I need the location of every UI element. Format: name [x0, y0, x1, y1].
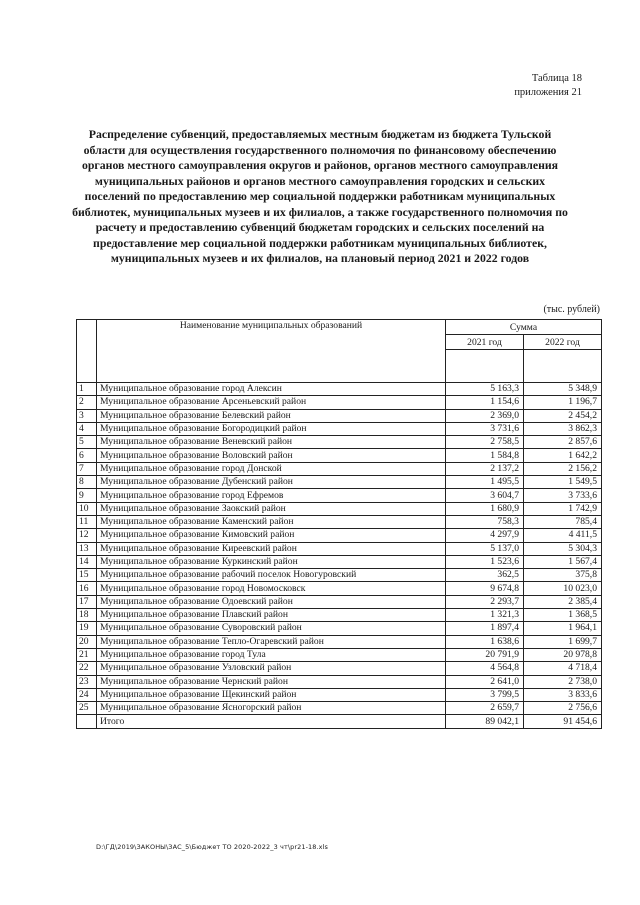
- amount-2022: 1 699,7: [523, 635, 601, 648]
- amount-2021: 4 564,8: [445, 662, 523, 675]
- amount-2021: 3 799,5: [445, 688, 523, 701]
- row-number: 2: [77, 396, 97, 409]
- row-number: 18: [77, 609, 97, 622]
- amount-2021: 1 638,6: [445, 635, 523, 648]
- amount-2022: 375,8: [523, 569, 601, 582]
- municipality-name: Муниципальное образование Плавский район: [97, 609, 446, 622]
- amount-2022: 10 023,0: [523, 582, 601, 595]
- municipality-name: Муниципальное образование Киреевский район: [97, 542, 446, 555]
- table-row: [77, 662, 602, 675]
- row-number: 19: [77, 622, 97, 635]
- table-row: [77, 515, 602, 528]
- row-number: 21: [77, 648, 97, 661]
- table-body: [77, 383, 602, 729]
- amount-2021: 362,5: [445, 569, 523, 582]
- amount-2022: 1 368,5: [523, 609, 601, 622]
- amount-2022: 3 733,6: [523, 489, 601, 502]
- row-number: 3: [77, 409, 97, 422]
- total-2022: 91 454,6: [523, 715, 601, 728]
- municipality-name: Муниципальное образование город Ефремов: [97, 489, 446, 502]
- municipality-name: Муниципальное образование Белевский район: [97, 409, 446, 422]
- table-row: [77, 622, 602, 635]
- amount-2022: 5 348,9: [523, 383, 601, 396]
- row-number: 22: [77, 662, 97, 675]
- row-number: 10: [77, 502, 97, 515]
- amount-2022: 785,4: [523, 515, 601, 528]
- amount-2022: 1 196,7: [523, 396, 601, 409]
- row-number: 5: [77, 436, 97, 449]
- units-label: (тыс. рублей): [543, 304, 600, 315]
- table-row: [77, 502, 602, 515]
- table-row: [77, 595, 602, 608]
- amount-2022: 2 738,0: [523, 675, 601, 688]
- table-reference: [514, 72, 582, 100]
- amount-2021: 1 321,3: [445, 609, 523, 622]
- municipality-name: Муниципальное образование Чернский район: [97, 675, 446, 688]
- amount-2021: 1 680,9: [445, 502, 523, 515]
- amount-2021: 1 495,5: [445, 476, 523, 489]
- table-row: [77, 635, 602, 648]
- total-number: [77, 715, 97, 728]
- table-row: [77, 582, 602, 595]
- municipality-name: Муниципальное образование Богородицкий район: [97, 422, 446, 435]
- amount-2022: 1 567,4: [523, 555, 601, 568]
- municipality-name: Муниципальное образование Арсеньевский район: [97, 396, 446, 409]
- table-row: [77, 489, 602, 502]
- table-number: Таблица 18: [531, 73, 582, 84]
- table-row: [77, 409, 602, 422]
- year-2021-header: 2021 год: [445, 335, 523, 350]
- total-row: [77, 715, 602, 728]
- total-2021: 89 042,1: [445, 715, 523, 728]
- row-number: 24: [77, 688, 97, 701]
- amount-2022: 2 756,6: [523, 702, 601, 715]
- municipality-name: Муниципальное образование Щекинский район: [97, 688, 446, 701]
- municipality-name: Муниципальное образование Каменский район: [97, 515, 446, 528]
- municipality-name: Муниципальное образование Веневский район: [97, 436, 446, 449]
- row-number: 4: [77, 422, 97, 435]
- row-number: 13: [77, 542, 97, 555]
- amount-2021: 4 297,9: [445, 529, 523, 542]
- amount-2021: 3 604,7: [445, 489, 523, 502]
- municipality-name: Муниципальное образование Куркинский район: [97, 555, 446, 568]
- row-number: 7: [77, 462, 97, 475]
- row-number: 9: [77, 489, 97, 502]
- number-header: [77, 320, 97, 383]
- amount-2021: 5 163,3: [445, 383, 523, 396]
- row-number: 14: [77, 555, 97, 568]
- amount-2021: 20 791,9: [445, 648, 523, 661]
- amount-2022: 3 862,3: [523, 422, 601, 435]
- municipality-name: Муниципальное образование рабочий поселок Новогуровский: [97, 569, 446, 582]
- row-number: 17: [77, 595, 97, 608]
- amount-2021: 5 137,0: [445, 542, 523, 555]
- amount-2021: 2 641,0: [445, 675, 523, 688]
- amount-2022: 1 549,5: [523, 476, 601, 489]
- row-number: 12: [77, 529, 97, 542]
- year-2022-header-spacer: [523, 350, 601, 383]
- table-row: [77, 383, 602, 396]
- amount-2021: 1 584,8: [445, 449, 523, 462]
- amount-2022: 20 978,8: [523, 648, 601, 661]
- municipality-name: Муниципальное образование Одоевский район: [97, 595, 446, 608]
- amount-2022: 1 742,9: [523, 502, 601, 515]
- table-row: [77, 675, 602, 688]
- year-2021-header-spacer: [445, 350, 523, 383]
- table-row: [77, 609, 602, 622]
- amount-2022: 2 454,2: [523, 409, 601, 422]
- table-row: [77, 436, 602, 449]
- municipality-name: Муниципальное образование Кимовский район: [97, 529, 446, 542]
- municipality-name: Муниципальное образование город Алексин: [97, 383, 446, 396]
- table-row: [77, 555, 602, 568]
- table-row: [77, 529, 602, 542]
- row-number: 15: [77, 569, 97, 582]
- municipality-name: Муниципальное образование Дубенский район: [97, 476, 446, 489]
- table-row: [77, 476, 602, 489]
- amount-2021: 1 897,4: [445, 622, 523, 635]
- amount-2021: 2 369,0: [445, 409, 523, 422]
- amount-2021: 1 154,6: [445, 396, 523, 409]
- amount-2022: 2 156,2: [523, 462, 601, 475]
- subsidy-table: [76, 319, 602, 729]
- amount-2021: 1 523,6: [445, 555, 523, 568]
- table-row: [77, 648, 602, 661]
- row-number: 8: [77, 476, 97, 489]
- amount-2021: 3 731,6: [445, 422, 523, 435]
- amount-2022: 1 642,2: [523, 449, 601, 462]
- total-label: Итого: [97, 715, 446, 728]
- amount-2022: 4 718,4: [523, 662, 601, 675]
- municipality-name: Муниципальное образование город Новомосковск: [97, 582, 446, 595]
- row-number: 23: [77, 675, 97, 688]
- amount-2022: 1 964,1: [523, 622, 601, 635]
- table-row: [77, 396, 602, 409]
- municipality-name: Муниципальное образование город Донской: [97, 462, 446, 475]
- table-row: [77, 542, 602, 555]
- appendix-reference: приложения 21: [514, 87, 582, 98]
- municipality-name: Муниципальное образование Заокский район: [97, 502, 446, 515]
- row-number: 11: [77, 515, 97, 528]
- table-row: [77, 449, 602, 462]
- sum-header: Сумма: [445, 320, 601, 335]
- municipality-name: Муниципальное образование Суворовский район: [97, 622, 446, 635]
- table-row: [77, 688, 602, 701]
- table-row: [77, 569, 602, 582]
- table-row: [77, 462, 602, 475]
- amount-2021: 758,3: [445, 515, 523, 528]
- row-number: 16: [77, 582, 97, 595]
- municipality-name: Муниципальное образование Воловский район: [97, 449, 446, 462]
- amount-2021: 2 659,7: [445, 702, 523, 715]
- municipality-name: Муниципальное образование Ясногорский район: [97, 702, 446, 715]
- amount-2022: 4 411,5: [523, 529, 601, 542]
- amount-2022: 2 385,4: [523, 595, 601, 608]
- amount-2021: 2 293,7: [445, 595, 523, 608]
- amount-2022: 2 857,6: [523, 436, 601, 449]
- amount-2021: 2 758,5: [445, 436, 523, 449]
- municipality-name: Муниципальное образование Тепло-Огаревский район: [97, 635, 446, 648]
- row-number: 25: [77, 702, 97, 715]
- amount-2022: 5 304,3: [523, 542, 601, 555]
- year-2022-header: 2022 год: [523, 335, 601, 350]
- row-number: 6: [77, 449, 97, 462]
- row-number: 1: [77, 383, 97, 396]
- municipality-name: Муниципальное образование Узловский район: [97, 662, 446, 675]
- document-title: Распределение субвенций, предоставляемых местным бюджетам из бюджета Тульской области для осуществления государственного полномочия по финансовому обеспечению органов местного самоуправления округов и районов, органов местного самоуправления муниципальных районов и органов местного самоуправления городских и сельских поселений по предоставлению мер социальной поддержки работникам муниципальных библиотек, муниципальных музеев и их филиалов, а также государственного полномочия по расчету и предоставлению субвенций бюджетам городских и сельских поселений на предоставление мер социальной поддержки работникам муниципальных библиотек, муниципальных музеев и их филиалов, на плановый период 2021 и 2022 годов: [72, 127, 568, 265]
- amount-2021: 2 137,2: [445, 462, 523, 475]
- amount-2022: 3 833,6: [523, 688, 601, 701]
- table-row: [77, 422, 602, 435]
- table-row: [77, 702, 602, 715]
- file-path-footer: D:\ГД\2019\ЗАКОНЫ\ЗАС_5\Бюджет ТО 2020-2022_3 чт\pr21-18.xls: [96, 843, 329, 851]
- amount-2021: 9 674,8: [445, 582, 523, 595]
- municipality-name: Муниципальное образование город Тула: [97, 648, 446, 661]
- name-column-header: Наименование муниципальных образований: [97, 320, 446, 383]
- row-number: 20: [77, 635, 97, 648]
